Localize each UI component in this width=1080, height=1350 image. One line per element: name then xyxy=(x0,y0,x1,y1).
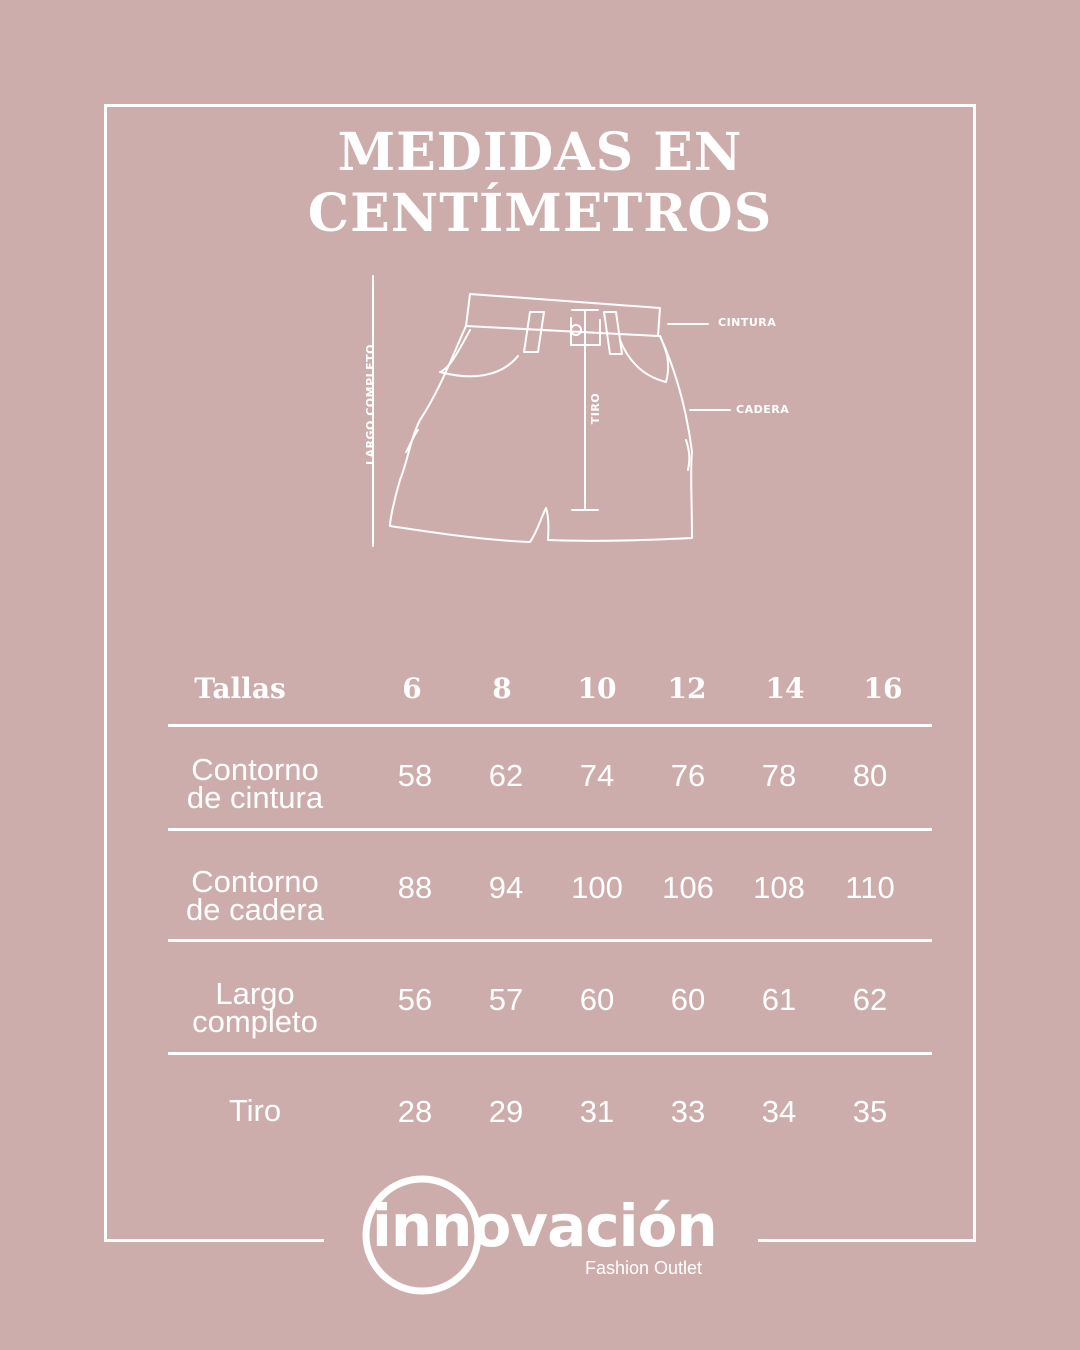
table-cell: 35 xyxy=(852,1094,888,1129)
table-cell: 62 xyxy=(852,982,888,1017)
row-label: Contorno de cadera xyxy=(186,864,324,927)
tiro-label: TIRO xyxy=(589,392,603,425)
tallas-header: Tallas xyxy=(194,672,286,705)
page-title: MEDIDAS EN CENTÍMETROS xyxy=(307,122,773,244)
frame-bottom-left xyxy=(104,1239,324,1242)
row-label: Largo completo xyxy=(192,976,318,1039)
row-label: Contorno de cintura xyxy=(186,752,324,815)
cintura-label: CINTURA xyxy=(718,316,777,329)
size-header: 8 xyxy=(492,672,512,705)
cadera-label: CADERA xyxy=(736,403,790,416)
table-divider xyxy=(168,1052,932,1055)
table-cell: 34 xyxy=(761,1094,797,1129)
table-cell: 60 xyxy=(670,982,706,1017)
largo-completo-label: LARGO COMPLETO xyxy=(364,343,378,466)
seam-right xyxy=(686,440,689,470)
table-cell: 88 xyxy=(397,870,433,905)
shorts-body xyxy=(390,326,692,542)
table-cell: 100 xyxy=(571,870,623,905)
table-divider xyxy=(168,724,932,727)
size-header: 6 xyxy=(402,672,422,705)
waistband xyxy=(466,294,660,336)
brand-logo: innovación xyxy=(372,1192,717,1260)
pocket-right xyxy=(620,336,668,382)
table-cell: 58 xyxy=(397,758,433,793)
size-header: 16 xyxy=(863,672,903,705)
table-cell: 110 xyxy=(845,870,895,905)
table-cell: 78 xyxy=(761,758,797,793)
pocket-left xyxy=(440,330,518,376)
table-cell: 94 xyxy=(488,870,524,905)
size-header: 10 xyxy=(577,672,617,705)
table-cell: 33 xyxy=(670,1094,706,1129)
table-cell: 74 xyxy=(579,758,615,793)
size-header: 14 xyxy=(765,672,805,705)
size-header: 12 xyxy=(667,672,707,705)
table-cell: 28 xyxy=(397,1094,433,1129)
table-cell: 61 xyxy=(761,982,797,1017)
table-divider xyxy=(168,939,932,942)
frame-bottom-right xyxy=(758,1239,976,1242)
table-cell: 31 xyxy=(579,1094,615,1129)
brand-tagline: Fashion Outlet xyxy=(585,1258,703,1278)
table-cell: 106 xyxy=(662,870,714,905)
shorts-diagram xyxy=(0,0,1080,600)
belt-loop-left xyxy=(524,312,544,352)
table-cell: 57 xyxy=(488,982,524,1017)
button xyxy=(571,325,581,335)
row-label: Tiro xyxy=(228,1093,282,1128)
table-cell: 62 xyxy=(488,758,524,793)
seam-left xyxy=(406,430,418,452)
table-cell: 80 xyxy=(852,758,888,793)
table-cell: 108 xyxy=(753,870,805,905)
table-cell: 60 xyxy=(579,982,615,1017)
table-divider xyxy=(168,828,932,831)
table-cell: 56 xyxy=(397,982,433,1017)
table-cell: 76 xyxy=(670,758,706,793)
table-cell: 29 xyxy=(488,1094,524,1129)
